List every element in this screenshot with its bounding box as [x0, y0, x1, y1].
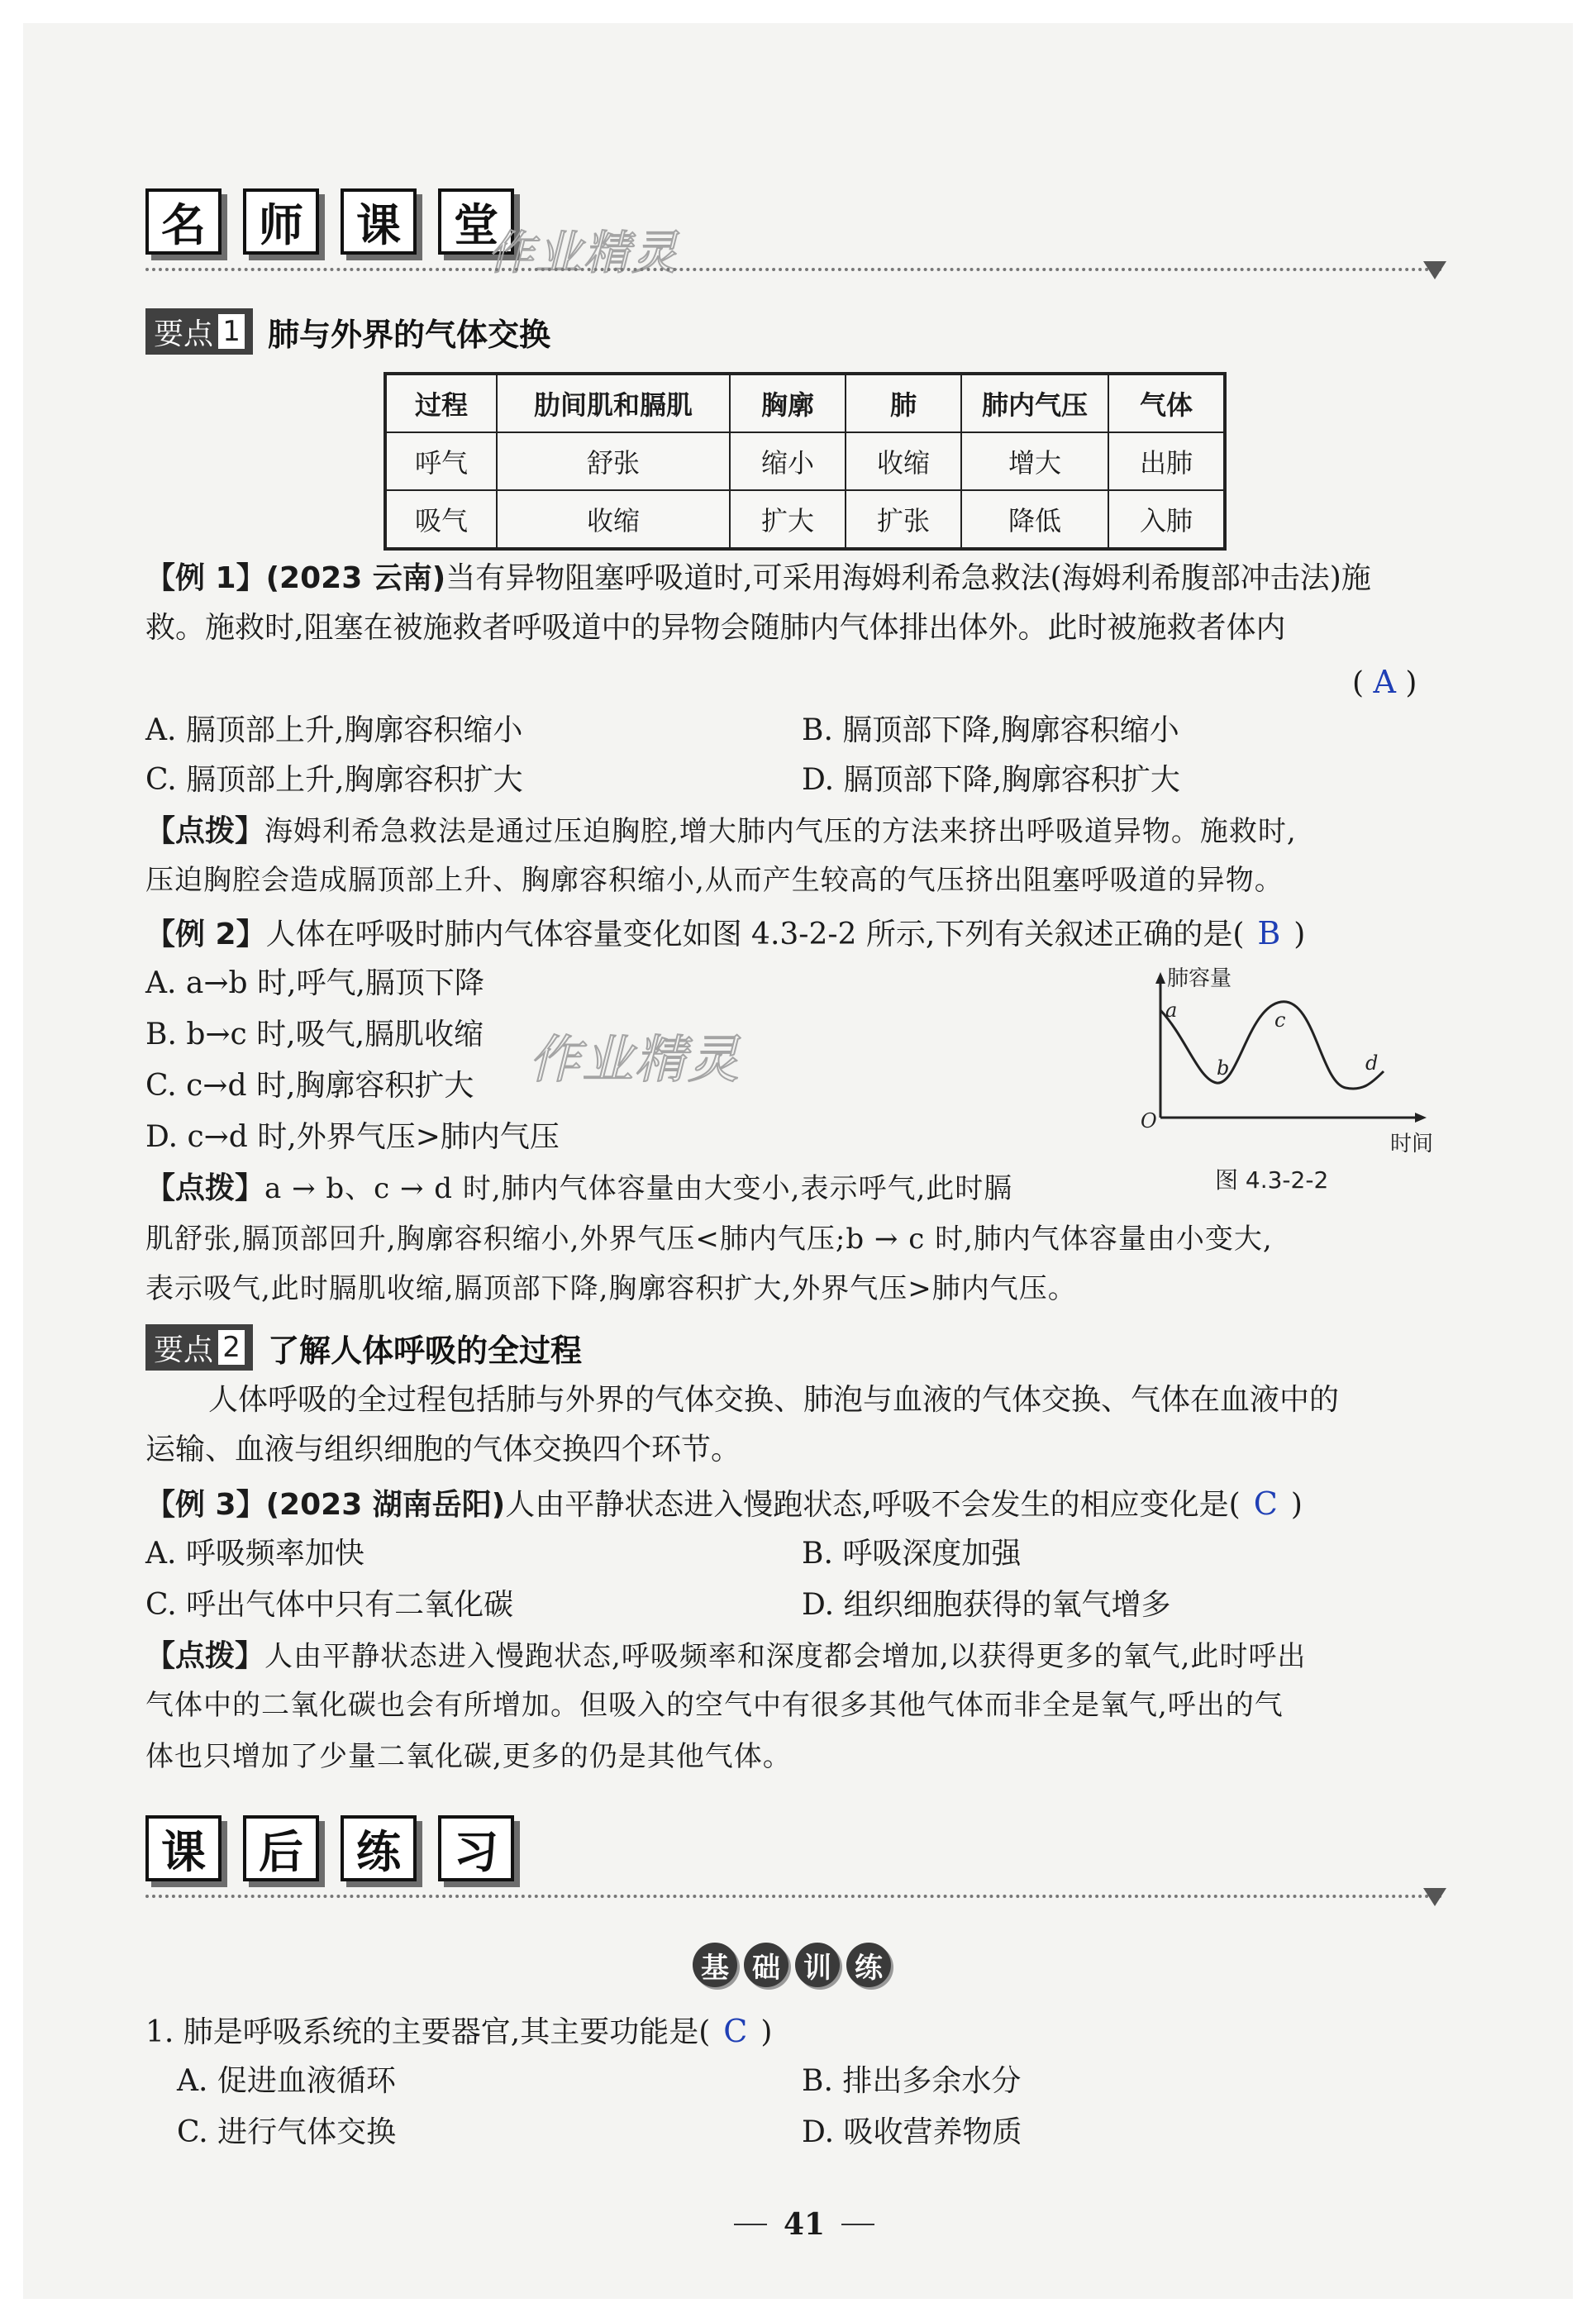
example-text: 当有异物阻塞呼吸道时,可采用海姆利希急救法(海姆利希腹部冲击法)施 — [445, 561, 1371, 595]
keypoint-title: 肺与外界的气体交换 — [268, 316, 551, 353]
table-cell: 吸气 — [385, 490, 497, 549]
option: D. c→d 时,外界气压>肺内气压 — [145, 1120, 560, 1154]
example1-line2: 救。施救时,阻塞在被施救者呼吸道中的异物会随肺内气体排出体外。此时被施救者体内 — [145, 611, 1286, 645]
point-label: a — [1165, 999, 1178, 1022]
example-text: 人体在呼吸时肺内气体容量变化如图 4.3-2-2 所示,下列有关叙述正确的是( — [265, 918, 1245, 951]
option: A. 呼吸频率加快 — [145, 1537, 364, 1571]
tip-label: 【点拨】 — [145, 1639, 265, 1673]
keypoint-tag: 要点 1 — [145, 308, 253, 355]
example-label: 【例 1】 — [145, 561, 266, 595]
watermark: 作业精灵 — [529, 1029, 741, 1089]
option: A. 膈顶部上升,胸廓容积缩小 — [145, 713, 523, 747]
section-header-teacher-class — [145, 188, 514, 255]
table-cell: 呼气 — [385, 432, 497, 490]
keypoint-1 — [145, 308, 550, 355]
keypoint2-text-line2: 运输、血液与组织细胞的气体交换四个环节。 — [145, 1433, 741, 1466]
keypoint-title: 了解人体呼吸的全过程 — [268, 1332, 583, 1369]
table-cell: 增大 — [961, 432, 1108, 490]
table-row — [385, 490, 1225, 549]
table-cell: 扩大 — [730, 490, 846, 549]
option: C. 膈顶部上升,胸廓容积扩大 — [145, 763, 523, 797]
subsection-char: 练 — [846, 1943, 891, 1987]
table-header: 过程 — [385, 374, 497, 432]
origin-label: O — [1141, 1109, 1157, 1132]
y-axis-label: 肺容量 — [1167, 967, 1232, 991]
table-cell: 扩张 — [846, 490, 961, 549]
section-char: 课 — [145, 1815, 222, 1881]
point-label: b — [1217, 1056, 1230, 1080]
option: D. 膈顶部下降,胸廓容积扩大 — [802, 763, 1180, 797]
point-label: c — [1274, 1008, 1286, 1032]
option: B. 排出多余水分 — [802, 2064, 1022, 2098]
table-cell: 缩小 — [730, 432, 846, 490]
page-number: 41 — [734, 2207, 874, 2242]
section-char: 课 — [341, 188, 417, 255]
option: C. 进行气体交换 — [177, 2115, 397, 2149]
example1-line1 — [145, 561, 1371, 595]
section-char: 堂 — [438, 188, 514, 255]
section-divider — [145, 1895, 1443, 1898]
page-number-rule — [841, 2224, 874, 2225]
page-number-rule — [734, 2224, 767, 2225]
option: B. 呼吸深度加强 — [802, 1537, 1022, 1571]
example3-tip-line1 — [145, 1639, 1307, 1673]
answer-text: C — [723, 2013, 748, 2049]
subsection-basic-training — [693, 1943, 891, 1987]
example1-tip-line2: 压迫胸腔会造成膈顶部上升、胸廓容积缩小,从而产生较高的气压挤出阻塞呼吸道的异物。 — [145, 864, 1284, 897]
question1: 1. 肺是呼吸系统的主要器官,其主要功能是( C ) — [145, 2013, 773, 2049]
table-cell: 收缩 — [846, 432, 961, 490]
table-row — [385, 432, 1225, 490]
table-header: 气体 — [1108, 374, 1225, 432]
tip-text: 人由平静状态进入慢跑状态,呼吸频率和深度都会增加,以获得更多的氧气,此时呼出 — [264, 1640, 1307, 1673]
answer-text: A — [1373, 664, 1396, 700]
keypoint2-text-line1: 人体呼吸的全过程包括肺与外界的气体交换、肺泡与血液的气体交换、气体在血液中的 — [208, 1383, 1340, 1417]
example1-tip-line1 — [145, 814, 1297, 848]
subsection-char: 基 — [693, 1943, 737, 1987]
example3-line1: 【例 3】(2023 湖南岳阳)人由平静状态进入慢跑状态,呼吸不会发生的相应变化是( C ) — [145, 1485, 1303, 1522]
option: D. 组织细胞获得的氧气增多 — [802, 1588, 1171, 1622]
example2-line1: 【例 2】人体在呼吸时肺内气体容量变化如图 4.3-2-2 所示,下列有关叙述正确的是( B ) — [145, 915, 1306, 951]
option: D. 吸收营养物质 — [802, 2115, 1022, 2149]
keypoint-tag: 要点 2 — [145, 1324, 253, 1371]
example3-tip-line2: 气体中的二氧化碳也会有所增加。但吸入的空气中有很多其他气体而非全是氧气,呼出的气 — [145, 1689, 1284, 1722]
example3-tip-line3: 体也只增加了少量二氧化碳,更多的仍是其他气体。 — [145, 1740, 792, 1773]
answer-text: C — [1253, 1485, 1278, 1522]
table-header-row — [385, 374, 1225, 432]
x-axis-arrow-icon — [1415, 1113, 1427, 1123]
volume-curve — [1160, 1002, 1384, 1089]
example-label: 【例 2】 — [145, 918, 266, 951]
point-label: d — [1365, 1051, 1379, 1075]
example-source: (2023 湖南岳阳) — [265, 1488, 506, 1522]
section-divider — [145, 268, 1443, 271]
section-char: 名 — [145, 188, 222, 255]
table-cell: 降低 — [961, 490, 1108, 549]
section-header-after-class — [145, 1815, 514, 1881]
table-cell: 出肺 — [1108, 432, 1225, 490]
section-char: 练 — [341, 1815, 417, 1881]
figure-caption: 图 4.3-2-2 — [1215, 1166, 1329, 1194]
section-char: 师 — [243, 188, 319, 255]
example2-tip-line1 — [145, 1171, 1013, 1205]
keypoint-2 — [145, 1324, 582, 1371]
section-char: 后 — [243, 1815, 319, 1881]
example-text: 人由平静状态进入慢跑状态,呼吸不会发生的相应变化是( — [505, 1488, 1241, 1522]
option: A. 促进血液循环 — [177, 2064, 396, 2098]
table-header: 肋间肌和膈肌 — [497, 374, 730, 432]
table-cell: 入肺 — [1108, 490, 1225, 549]
example-source: (2023 云南) — [265, 561, 446, 595]
tip-text: a → b、c → d 时,肺内气体容量由大变小,表示呼气,此时膈 — [264, 1172, 1013, 1205]
divider-arrow-icon — [1423, 261, 1446, 279]
subsection-char: 础 — [744, 1943, 788, 1987]
table-cell: 收缩 — [497, 490, 730, 549]
example2-tip-line2: 肌舒张,膈顶部回升,胸廓容积缩小,外界气压<肺内气压;b → c 时,肺内气体容量由小变大, — [145, 1223, 1273, 1256]
subsection-char: 训 — [795, 1943, 840, 1987]
y-axis-arrow-icon — [1155, 972, 1165, 984]
option: C. 呼出气体中只有二氧化碳 — [145, 1588, 514, 1622]
tip-text: 海姆利希急救法是通过压迫胸腔,增大肺内气压的方法来挤出呼吸道异物。施救时, — [264, 815, 1297, 848]
divider-arrow-icon — [1423, 1888, 1446, 1906]
gas-exchange-table — [384, 372, 1227, 551]
watermark: 作业精灵 — [488, 226, 679, 280]
table-header: 肺内气压 — [961, 374, 1108, 432]
question-text: 1. 肺是呼吸系统的主要器官,其主要功能是( — [145, 2015, 711, 2049]
table-header: 胸廓 — [730, 374, 846, 432]
lung-volume-figure — [1141, 967, 1455, 1166]
x-axis-label: 时间 — [1390, 1132, 1434, 1156]
example1-answer-bracket: ( A ) — [1352, 664, 1417, 700]
example2-tip-line3: 表示吸气,此时膈肌收缩,膈顶部下降,胸廓容积扩大,外界气压>肺内气压。 — [145, 1272, 1077, 1305]
option: B. b→c 时,吸气,膈肌收缩 — [145, 1018, 484, 1051]
option: C. c→d 时,胸廓容积扩大 — [145, 1069, 474, 1103]
option: B. 膈顶部下降,胸廓容积缩小 — [802, 713, 1179, 747]
table-cell: 舒张 — [497, 432, 730, 490]
tip-label: 【点拨】 — [145, 814, 265, 848]
section-char: 习 — [438, 1815, 514, 1881]
example-label: 【例 3】 — [145, 1488, 266, 1522]
answer-text: B — [1257, 915, 1281, 951]
tip-label: 【点拨】 — [145, 1171, 265, 1205]
table-header: 肺 — [846, 374, 961, 432]
option: A. a→b 时,呼气,膈顶下降 — [145, 966, 484, 1000]
